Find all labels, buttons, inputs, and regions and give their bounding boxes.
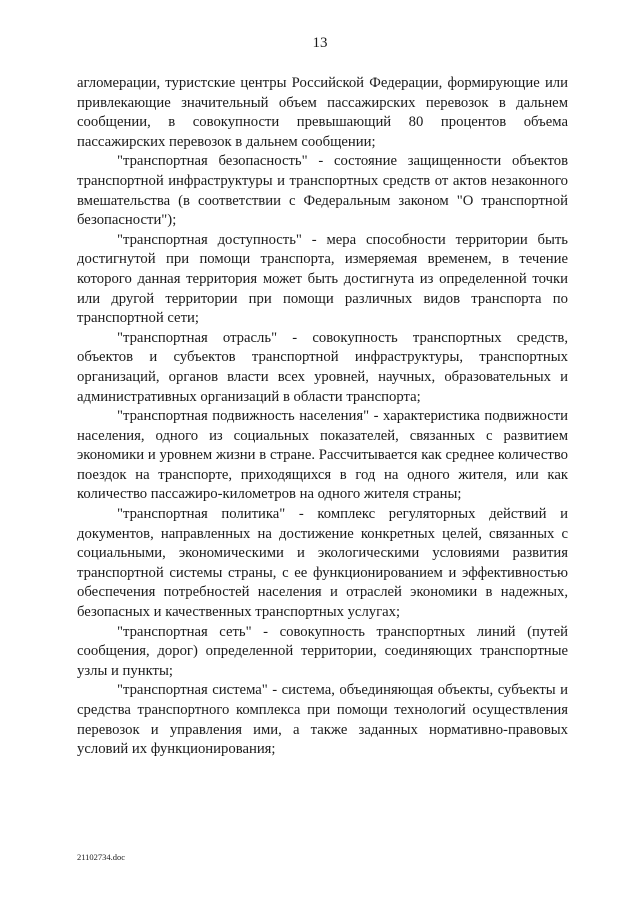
paragraph-transport-accessibility: "транспортная доступность" - мера способности территории быть достигнутой при помощи транспорта, измеряемая временем, в течение которого данная территория может быть достигнута из определенной точки или другой территории при помощи различных видов транспорта по транспортной сети; <box>77 231 568 327</box>
document-body <box>77 74 568 760</box>
paragraph-transport-network: "транспортная сеть" - совокупность транспортных линий (путей сообщения, дорог) определенной территории, соединяющих транспортные узлы и пункты; <box>77 623 568 679</box>
paragraph-transport-mobility: "транспортная подвижность населения" - характеристика подвижности населения, одного из социальных показателей, связанных с развитием экономики и уровнем жизни в стране. Рассчитывается как среднее количество поездок на транспорте, приходящихся в год на одного жителя, или как количество пассажиро-километров на одного жителя страны; <box>77 408 568 503</box>
paragraph-transport-system: "транспортная система" - система, объединяющая объекты, субъекты и средства транспортного комплекса при помощи технологий осуществления перевозок и управления ими, а также заданных нормативно-правовых условий их функционирования; <box>77 682 568 758</box>
paragraph-transport-security: "транспортная безопасность" - состояние защищенности объектов транспортной инфраструктуры и транспортных средств от актов незаконного вмешательства (в соответствии с Федеральным законом "О транспортной безопасности"); <box>77 153 568 229</box>
paragraph-transport-industry: "транспортная отрасль" - совокупность транспортных средств, объектов и субъектов транспортной инфраструктуры, транспортных организаций, органов власти всех уровней, научных, образовательных и административных организаций в области транспорта; <box>77 329 568 405</box>
page-number: 13 <box>312 35 328 51</box>
paragraph-transport-policy: "транспортная политика" - комплекс регуляторных действий и документов, направленных на достижение конкретных целей, связанных с социальными, экономическими и экологическими условиями развития транспортной системы страны, с ее функционированием и эффективностью обеспечения потребностей населения и отраслей экономики в надежных, безопасных и качественных транспортных услугах; <box>77 506 568 621</box>
footer-filename: 21102734.doc <box>77 852 126 862</box>
paragraph-agglomeration-continuation: агломерации, туристские центры Российской Федерации, формирующие или привлекающие значительный объем пассажирских перевозок в дальнем сообщении, в совокупности превышающий 80 процентов объема пассажирских перевозок в дальнем сообщении; <box>77 75 568 150</box>
